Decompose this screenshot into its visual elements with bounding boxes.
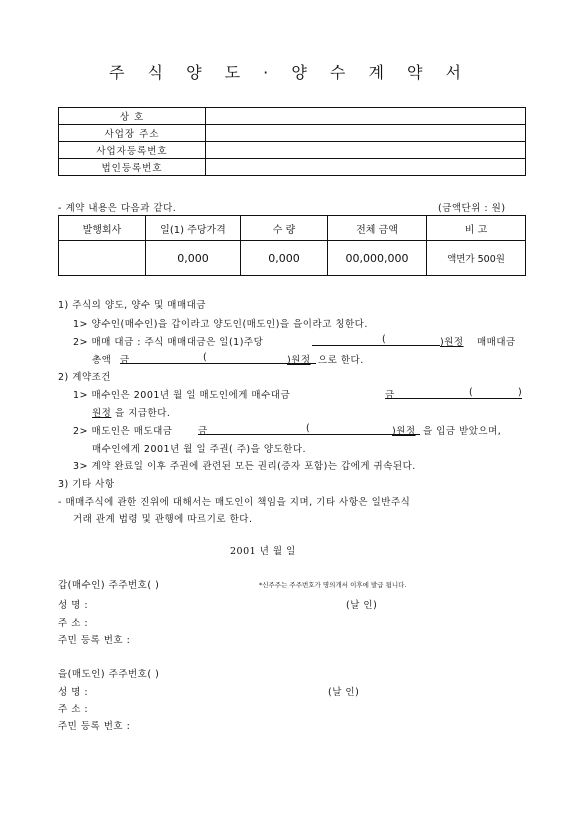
table-header-row	[59, 216, 526, 241]
column-header: 발행회사	[59, 216, 146, 241]
seller-shareholder-number: 을(매도인) 주주번호( )	[58, 669, 160, 680]
clause-text: 금	[198, 426, 208, 437]
buyer-seal: (날 인)	[346, 600, 378, 611]
table-cell[interactable]: 0,000	[241, 241, 328, 276]
column-header: 일(1) 주당가격	[146, 216, 241, 241]
buyer-name: 성 명 :	[58, 600, 89, 611]
table-row	[59, 142, 526, 159]
table-cell[interactable]: 0,000	[146, 241, 241, 276]
info-label: 사업장 주소	[59, 125, 206, 142]
blank-underline	[198, 434, 420, 435]
column-header: 수 량	[241, 216, 328, 241]
clause-heading: 1) 주식의 양도, 양수 및 매매대금	[58, 300, 206, 311]
table-row	[59, 241, 526, 276]
table-cell[interactable]: 00,000,000	[328, 241, 427, 276]
info-value[interactable]	[206, 125, 526, 142]
clause-text: 총액	[92, 355, 112, 366]
clause-text: 3> 계약 완료일 이후 주권에 관련된 모든 권리(증자 포함)는 갑에게 귀속된다.	[73, 461, 416, 472]
document-title: 주 식 양 도 · 양 수 계 약 서	[109, 63, 470, 82]
company-info-table	[58, 107, 526, 176]
buyer-address: 주 소 :	[58, 618, 89, 629]
table-cell[interactable]	[59, 241, 146, 276]
seller-name: 성 명 :	[58, 687, 89, 698]
table-row	[59, 125, 526, 142]
intro-text: - 계약 내용은 다음과 같다.	[58, 203, 177, 214]
clause-heading: 3) 기타 사항	[58, 479, 115, 490]
clause-text: 2> 매도인은 매도대금	[73, 426, 173, 437]
clause-text: (	[203, 352, 208, 363]
seller-address: 주 소 :	[58, 704, 89, 715]
clause-text: (	[382, 334, 387, 345]
table-row	[59, 108, 526, 125]
seller-seal: (날 인)	[328, 687, 360, 698]
info-label: 법인등록번호	[59, 159, 206, 176]
clause-text: 으로 한다.	[318, 355, 364, 366]
column-header: 전체 금액	[328, 216, 427, 241]
buyer-shareholder-number: 갑(매수인) 주주번호( )	[58, 580, 160, 591]
info-label: 상 호	[59, 108, 206, 125]
info-value[interactable]	[206, 108, 526, 125]
contract-date: 2001 년 월 일	[230, 546, 296, 557]
clause-text: )원정	[440, 337, 464, 348]
clause-text: 1> 매수인은 2001년 월 일 매도인에게 매수대금	[73, 390, 291, 401]
info-label: 사업자등록번호	[59, 142, 206, 159]
table-cell[interactable]: 액면가 500원	[427, 241, 526, 276]
clause-text: )원정	[287, 355, 311, 366]
clause-text: 1> 양수인(매수인)을 갑이라고 양도인(매도인)을 을이라고 칭한다.	[73, 319, 368, 330]
clause-text: )원정	[392, 426, 416, 437]
price-table	[58, 215, 526, 276]
blank-underline	[312, 345, 440, 346]
buyer-resident-id: 주민 등록 번호 :	[58, 635, 131, 646]
clause-text: (	[306, 423, 311, 434]
clause-text: 거래 관계 법령 및 관행에 따르기로 한다.	[73, 514, 253, 525]
column-header: 비 고	[427, 216, 526, 241]
clause-text: - 매매주식에 관한 진위에 대해서는 매도인이 책임을 지며, 기타 사항은 일반주식	[58, 497, 411, 508]
clause-text: 원정	[92, 408, 112, 419]
clause-text: 을 입금 받았으며,	[423, 426, 502, 437]
clause-text: 매수인에게 2001년 월 일 주권( 주)을 양도한다.	[92, 444, 307, 455]
info-value[interactable]	[206, 142, 526, 159]
clause-text: 금	[385, 390, 395, 401]
clause-text: 금	[120, 355, 130, 366]
clause-text: 을 지급한다.	[115, 408, 171, 419]
new-shareholder-note: *신주주는 주주번호가 명의개서 이후에 발급 됩니다.	[259, 581, 407, 589]
clause-text: 매매대금	[477, 337, 516, 348]
clause-heading: 2) 계약조건	[58, 372, 111, 383]
info-value[interactable]	[206, 159, 526, 176]
clause-text: )	[518, 387, 523, 398]
seller-resident-id: 주민 등록 번호 :	[58, 721, 131, 732]
blank-underline	[385, 398, 522, 399]
currency-unit-note: (금액단위 : 원)	[438, 203, 506, 214]
clause-text: (	[469, 387, 474, 398]
table-row	[59, 159, 526, 176]
clause-text: 2> 매매 대금 : 주식 매매대금은 일(1)주당	[73, 337, 264, 348]
